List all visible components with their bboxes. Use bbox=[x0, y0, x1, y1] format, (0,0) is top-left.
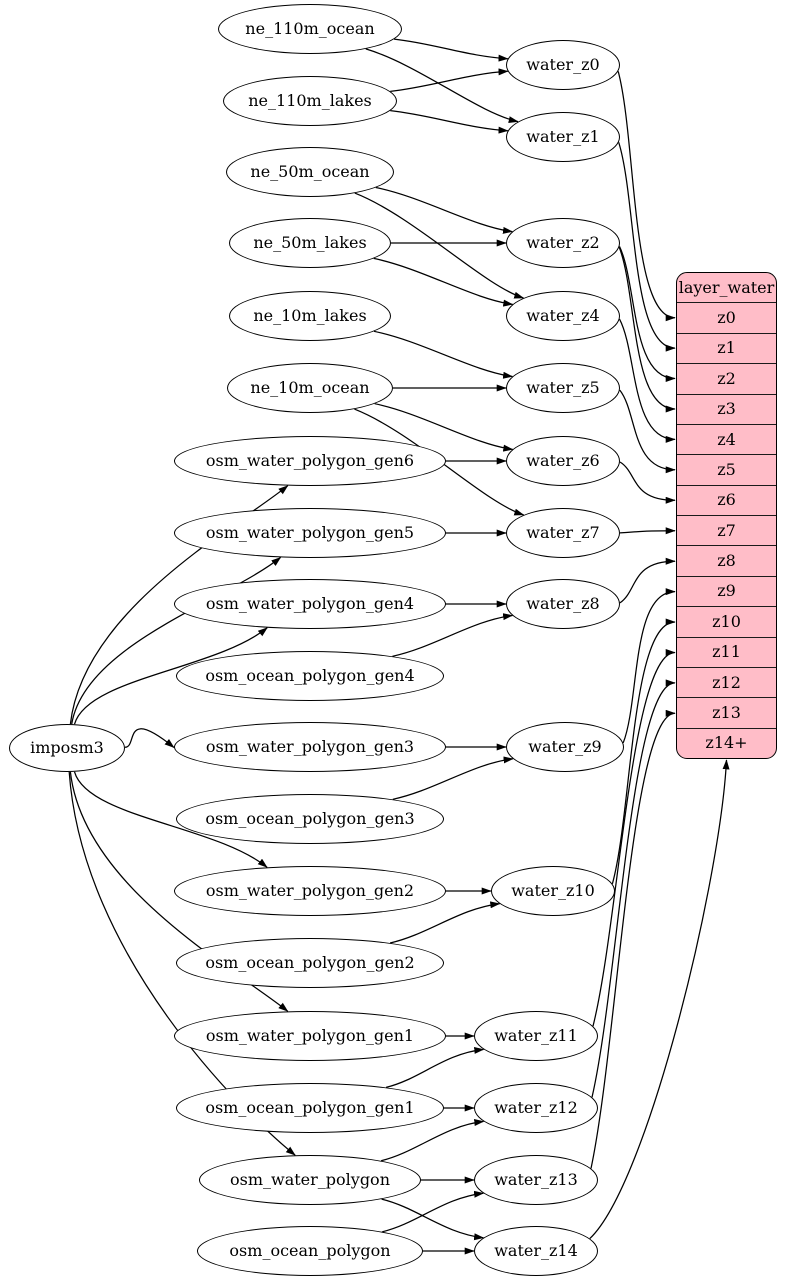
layer-water-row-z8: z8 bbox=[677, 545, 776, 575]
layer-water-row-z11: z11 bbox=[677, 637, 776, 667]
node-water_z12: water_z12 bbox=[474, 1083, 598, 1133]
layer-water-row-z13: z13 bbox=[677, 697, 776, 727]
node-water_z5: water_z5 bbox=[506, 363, 620, 413]
layer-water-row-z14+: z14+ bbox=[677, 728, 776, 758]
edge-water_z8-to-layer_water-z8 bbox=[620, 561, 675, 603]
layer-water-row-z4: z4 bbox=[677, 424, 776, 454]
edge-ne_110m_ocean-to-water_z0 bbox=[394, 39, 508, 59]
edge-ne_110m_lakes-to-water_z1 bbox=[390, 111, 508, 131]
node-osm_ocean_polygon_gen1: osm_ocean_polygon_gen1 bbox=[176, 1083, 444, 1133]
node-water_z7: water_z7 bbox=[506, 508, 620, 558]
edge-osm_water_polygon-to-water_z12 bbox=[381, 1121, 484, 1160]
layer-water-row-z9: z9 bbox=[677, 576, 776, 606]
node-ne_50m_ocean: ne_50m_ocean bbox=[226, 147, 394, 197]
edge-water_z1-to-layer_water-z1 bbox=[619, 142, 675, 348]
edge-ne_50m_ocean-to-water_z2 bbox=[376, 188, 513, 232]
node-osm_water_polygon_gen6: osm_water_polygon_gen6 bbox=[174, 436, 446, 486]
node-water_z6: water_z6 bbox=[506, 436, 620, 486]
node-water_z13: water_z13 bbox=[474, 1155, 598, 1205]
edge-water_z14-to-layer_water-z14+ bbox=[590, 760, 727, 1239]
layer-water-row-z3: z3 bbox=[677, 394, 776, 424]
edge-osm_ocean_polygon_gen2-to-water_z10 bbox=[390, 904, 500, 943]
layer-water-table bbox=[676, 272, 777, 759]
edge-osm_ocean_polygon_gen1-to-water_z11 bbox=[386, 1049, 484, 1087]
node-ne_110m_ocean: ne_110m_ocean bbox=[218, 4, 402, 54]
node-osm_ocean_polygon: osm_ocean_polygon bbox=[197, 1226, 423, 1276]
node-water_z9: water_z9 bbox=[506, 722, 624, 772]
node-osm_water_polygon_gen2: osm_water_polygon_gen2 bbox=[174, 866, 446, 916]
node-water_z1: water_z1 bbox=[506, 112, 620, 162]
edge-osm_ocean_polygon-to-water_z13 bbox=[382, 1193, 483, 1232]
layer-water-row-z12: z12 bbox=[677, 667, 776, 697]
layer-water-title: layer_water bbox=[678, 277, 775, 297]
node-water_z0: water_z0 bbox=[506, 40, 620, 90]
node-imposm3: imposm3 bbox=[9, 724, 125, 772]
node-water_z8: water_z8 bbox=[506, 579, 620, 629]
edge-water_z5-to-layer_water-z5 bbox=[620, 390, 675, 470]
node-osm_water_polygon_gen1: osm_water_polygon_gen1 bbox=[174, 1011, 446, 1061]
node-ne_10m_ocean: ne_10m_ocean bbox=[227, 363, 393, 413]
node-osm_water_polygon: osm_water_polygon bbox=[199, 1155, 421, 1205]
node-ne_110m_lakes: ne_110m_lakes bbox=[223, 76, 397, 126]
node-osm_water_polygon_gen5: osm_water_polygon_gen5 bbox=[174, 508, 446, 558]
edge-water_z6-to-layer_water-z6 bbox=[620, 462, 675, 500]
edge-ne_110m_lakes-to-water_z0 bbox=[390, 71, 508, 91]
edge-water_z7-to-layer_water-z7 bbox=[620, 531, 675, 533]
layer-water-row-z5: z5 bbox=[677, 454, 776, 484]
edge-water_z13-to-layer_water-z13 bbox=[591, 713, 675, 1168]
edge-osm_ocean_polygon_gen4-to-water_z8 bbox=[392, 616, 512, 657]
node-water_z10: water_z10 bbox=[491, 866, 615, 916]
edge-ne_10m_lakes-to-water_z5 bbox=[374, 331, 512, 376]
edge-osm_water_polygon-to-water_z14 bbox=[382, 1199, 484, 1238]
node-osm_ocean_polygon_gen3: osm_ocean_polygon_gen3 bbox=[176, 794, 444, 844]
edge-water_z9-to-layer_water-z9 bbox=[623, 592, 675, 743]
node-water_z14: water_z14 bbox=[474, 1226, 598, 1276]
edge-osm_ocean_polygon_gen3-to-water_z9 bbox=[393, 759, 513, 800]
node-ne_50m_lakes: ne_50m_lakes bbox=[229, 218, 391, 268]
layer-water-row-z1: z1 bbox=[677, 333, 776, 363]
edge-water_z0-to-layer_water-z0 bbox=[618, 71, 675, 317]
node-osm_ocean_polygon_gen4: osm_ocean_polygon_gen4 bbox=[176, 651, 444, 701]
edge-imposm3-to-osm_water_polygon_gen3 bbox=[125, 729, 174, 748]
node-water_z11: water_z11 bbox=[474, 1011, 598, 1061]
node-osm_water_polygon_gen4: osm_water_polygon_gen4 bbox=[174, 579, 446, 629]
node-ne_10m_lakes: ne_10m_lakes bbox=[229, 291, 391, 341]
layer-water-row-z0: z0 bbox=[677, 302, 776, 332]
node-osm_water_polygon_gen3: osm_water_polygon_gen3 bbox=[174, 722, 446, 772]
edge-water_z4-to-layer_water-z4 bbox=[620, 319, 676, 439]
layer-water-row-z10: z10 bbox=[677, 606, 776, 636]
layer-water-row-z7: z7 bbox=[677, 515, 776, 545]
node-osm_ocean_polygon_gen2: osm_ocean_polygon_gen2 bbox=[176, 938, 444, 988]
node-water_z2: water_z2 bbox=[506, 218, 620, 268]
layer-water-row-z2: z2 bbox=[677, 363, 776, 393]
layer-water-row-z6: z6 bbox=[677, 485, 776, 515]
node-water_z4: water_z4 bbox=[506, 291, 620, 341]
edge-water_z2-to-layer_water-z2 bbox=[620, 246, 676, 378]
